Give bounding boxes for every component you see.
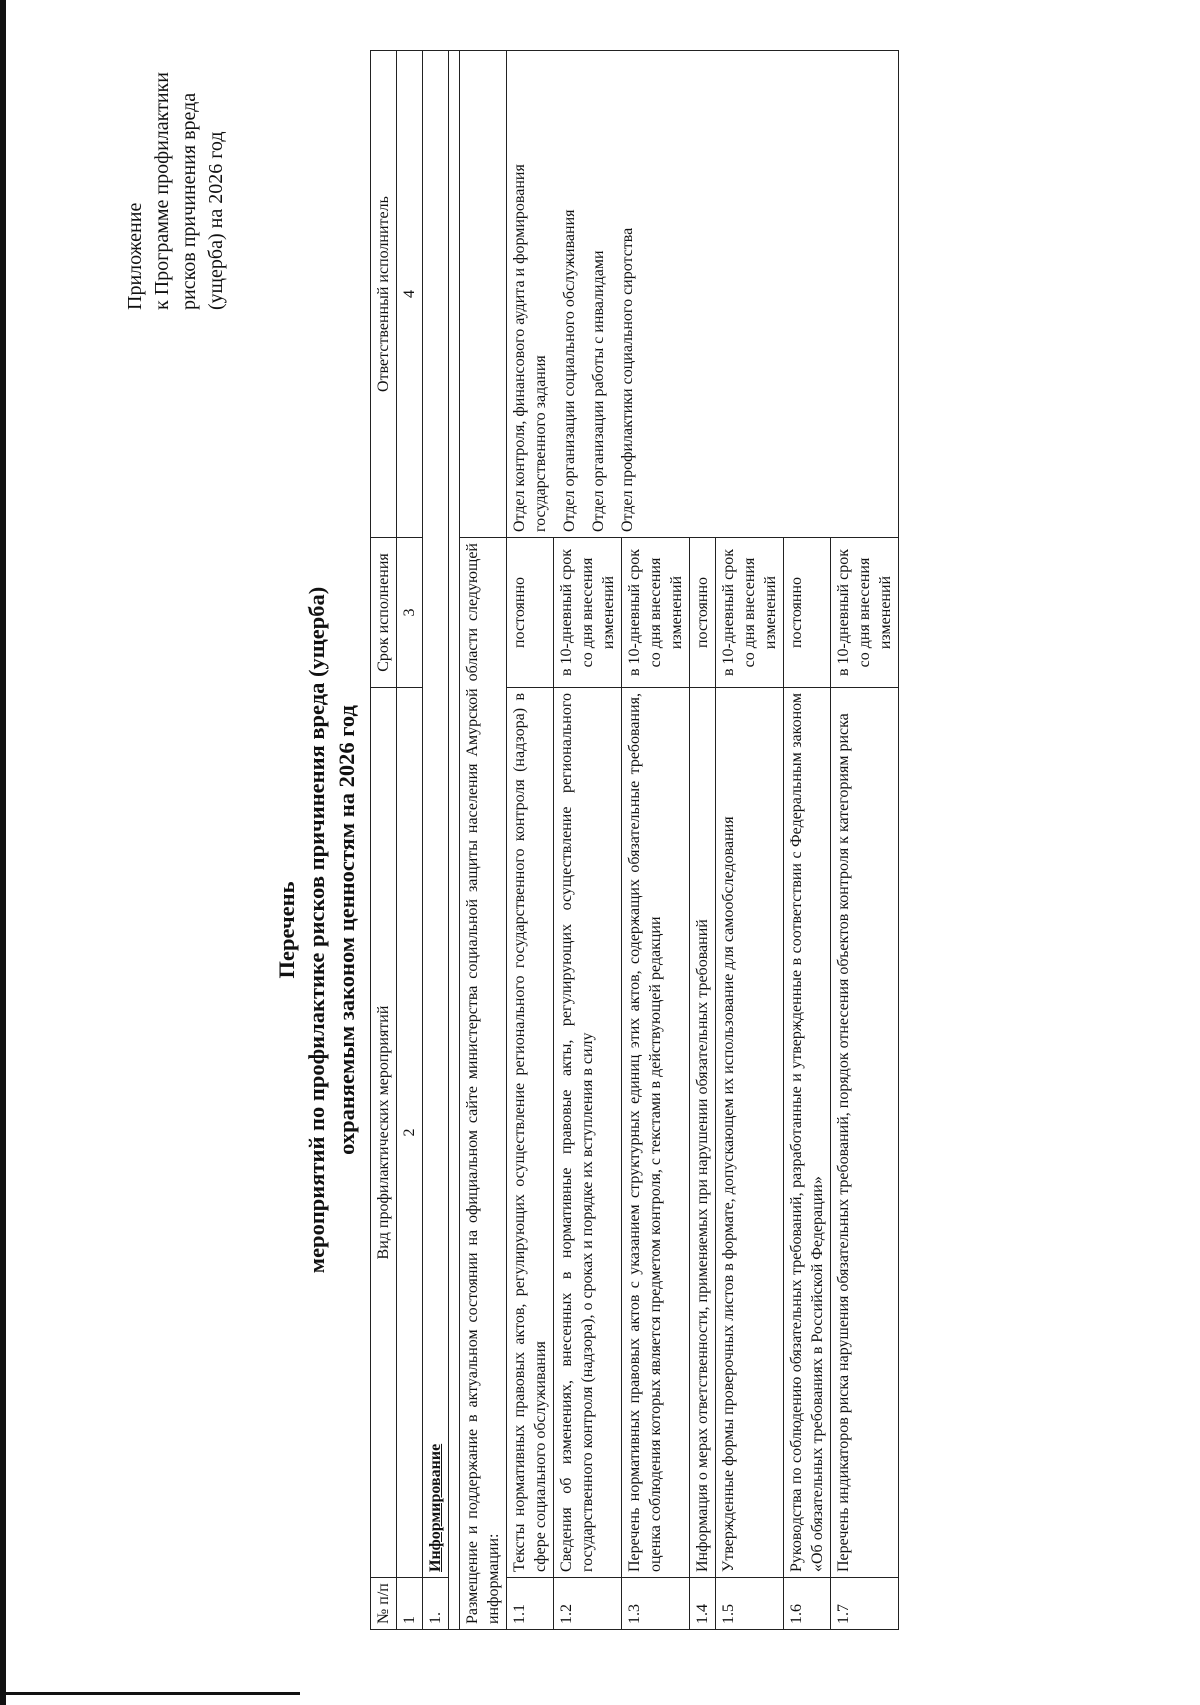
row-text: Перечень нормативных правовых актов с указанием структурных единиц этих актов, содержащих обязательные требования, оценка соблюдения которых является предметом контроля, с текстами в действующей редакции	[622, 688, 690, 1578]
row-text: Перечень индикаторов риска нарушения обязательных требований, порядок отнесения объектов контроля к категориям риска	[831, 688, 899, 1578]
spacer-cell	[449, 51, 460, 1630]
document-title	[272, 410, 362, 1450]
responsible-cell	[507, 51, 899, 538]
section-cell	[423, 51, 449, 1578]
intro-row	[460, 51, 507, 1630]
header-num: № п/п	[371, 1578, 397, 1630]
spacer-row	[449, 51, 460, 1630]
appendix-line-2: к Программе профилактики	[151, 72, 173, 310]
row-term: в 10-дневный срок со дня внесения изменений	[622, 538, 690, 688]
header-kind: Вид профилактических мероприятий	[371, 688, 397, 1578]
table-header-row	[371, 51, 397, 1630]
row-num: 1.3	[622, 1578, 690, 1630]
row-num: 1.2	[554, 1578, 622, 1630]
appendix-line-4: (ущерба) на 2026 год	[205, 131, 227, 310]
row-text: Утвержденные формы проверочных листов в формате, допускающем их использование для самообследования	[716, 688, 784, 1578]
appendix-line-1: Приложение	[124, 202, 146, 310]
row-term: постоянно	[690, 538, 716, 688]
col-number-4: 4	[397, 51, 423, 538]
title-line-2: мероприятий по профилактике рисков причинения вреда (ущерба)	[304, 586, 329, 1274]
intro-resp-empty	[460, 51, 507, 538]
section-row	[423, 51, 449, 1630]
row-num: 1.1	[507, 1578, 554, 1630]
title-line-1: Перечень	[274, 881, 299, 979]
row-num: 1.4	[690, 1578, 716, 1630]
measures-table	[370, 50, 899, 1630]
row-text: Тексты нормативных правовых актов, регулирующих осуществление регионального государственного контроля (надзора) в сфере социального обслуживания	[507, 688, 554, 1578]
table-row	[507, 51, 554, 1630]
section-num: 1.	[423, 1578, 449, 1630]
row-num: 1.5	[716, 1578, 784, 1630]
appendix-line-3: рисков причинения вреда	[178, 92, 200, 310]
row-term: постоянно	[784, 538, 831, 688]
row-term: в 10-дневный срок со дня внесения изменений	[716, 538, 784, 688]
col-number-2: 2	[397, 688, 423, 1578]
row-num: 1.7	[831, 1578, 899, 1630]
row-text: Информация о мерах ответственности, применяемых при нарушении обязательных требований	[690, 688, 716, 1578]
row-num: 1.6	[784, 1578, 831, 1630]
responsible-1: Отдел контроля, финансового аудита и формирования государственного задания	[511, 164, 549, 532]
col-number-1: 1	[397, 1578, 423, 1630]
row-text: Сведения об изменениях, внесенных в нормативные правовые акты, регулирующих осуществление регионального государственного контроля (надзора), о сроках и порядке их вступления в силу	[554, 688, 622, 1578]
row-term: в 10-дневный срок со дня внесения изменений	[554, 538, 622, 688]
section-title: Информирование	[427, 1443, 444, 1572]
row-term: в 10-дневный срок со дня внесения изменений	[831, 538, 899, 688]
header-term: Срок исполнения	[371, 538, 397, 688]
column-number-row	[397, 51, 423, 1630]
responsible-2: Отдел организации социального обслуживания	[561, 209, 578, 532]
responsible-4: Отдел профилактики социального сиротства	[619, 227, 636, 532]
row-term: постоянно	[507, 538, 554, 688]
responsible-3: Отдел организации работы с инвалидами	[590, 250, 607, 532]
appendix-note	[122, 20, 230, 310]
row-text: Руководства по соблюдению обязательных требований, разработанные и утвержденные в соответствии с Федеральным законом «Об обязательных требованиях в Российской Федерации»	[784, 688, 831, 1578]
col-number-3: 3	[397, 538, 423, 688]
intro-text: Размещение и поддержание в актуальном состоянии на официальном сайте министерства социальной защиты населения Амурской области следующей информации:	[460, 538, 507, 1630]
title-line-3: охраняемым законом ценностям на 2026 год	[334, 705, 359, 1155]
header-resp: Ответственный исполнитель	[371, 51, 397, 538]
